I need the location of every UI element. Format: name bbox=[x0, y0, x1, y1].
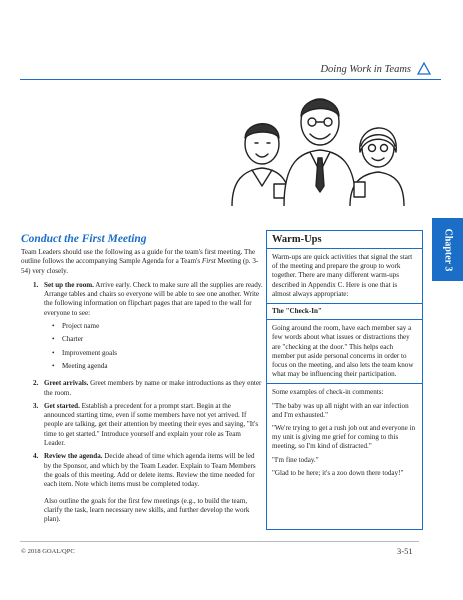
footer-rule bbox=[20, 541, 419, 542]
step-text: Greet members by name or make introductions as they enter the room. bbox=[44, 379, 262, 397]
step-number: 4. bbox=[33, 452, 39, 461]
bullet-item: • Improvement goals bbox=[52, 348, 117, 357]
bullet-item: • Project name bbox=[52, 322, 100, 331]
step-number: 2. bbox=[33, 379, 39, 388]
page-number: 3-51 bbox=[397, 546, 413, 556]
quote-item: "Glad to be here; it's a zoo down there today!" bbox=[272, 468, 404, 477]
running-header bbox=[0, 58, 463, 82]
section-title: Conduct the First Meeting bbox=[21, 233, 147, 245]
bullet-icon: • bbox=[52, 322, 55, 331]
examples-label: Some examples of check-in comments: bbox=[272, 388, 384, 397]
bullet-item: • Charter bbox=[52, 335, 84, 344]
warmups-title: Warm-Ups bbox=[267, 231, 422, 249]
checkin-title: The "Check-In" bbox=[272, 307, 322, 316]
section-intro: Team Leaders should use the following as a guide for the team's first meeting. The outline follows the accompanying Sample Agenda for a Team's First Meeting (p. 3-54) very closely. bbox=[21, 248, 259, 275]
step-heading: Greet arrivals. bbox=[44, 379, 89, 388]
step-text: Arrive early. Check to make sure all the supplies are ready. Arrange tables and chairs so everyone will be able to see one another. Write the following information on flipchart pages that are taped to the wall for everyone to see: bbox=[44, 280, 263, 317]
chapter-tab-label: Chapter 3 bbox=[442, 228, 453, 271]
step-list bbox=[33, 281, 263, 490]
running-title: Doing Work in Teams bbox=[320, 64, 411, 75]
intro-italic: First bbox=[201, 257, 216, 266]
step-item bbox=[33, 379, 263, 398]
bullet-icon: • bbox=[52, 335, 55, 344]
warmups-box bbox=[266, 230, 423, 530]
checkin-text: Going around the room, have each member say a few words about what issues or distractions they are "checking at the door." This helps each member put aside personal concerns in order to focus on the meeting, and also lets the team know what may be influencing their participation. bbox=[272, 324, 414, 379]
bullet-list bbox=[52, 322, 263, 371]
quote-item: "The baby was up all night with an ear infection and I'm exhausted." bbox=[272, 401, 409, 419]
main-column bbox=[21, 232, 263, 532]
quote-item: "I'm fine today." bbox=[272, 455, 319, 464]
quote-item: "We're trying to get a rush job out and everyone in my unit is giving me grief for coming to this meeting, so I'm kind of distracted." bbox=[272, 424, 416, 451]
team-illustration bbox=[222, 88, 407, 206]
step-text: Decide ahead of time which agenda items will be led by the Sponsor, and which by the Team Leader. Explain to Team Members the goals of this meeting. Add or delete items. Review the time needed for each item. Note which items must be completed today. bbox=[44, 452, 256, 489]
bullet-item: • Meeting agenda bbox=[52, 361, 108, 370]
step-item bbox=[33, 281, 263, 375]
step-text: Establish a precedent for a prompt start. Begin at the announced starting time, even if some members have not yet arrived. If people are talking, get their attention by meeting their eyes and saying, "It's time to get started." Introduce yourself and explain your role as Team Leader. bbox=[44, 401, 259, 448]
bullet-icon: • bbox=[52, 348, 55, 357]
step-item bbox=[33, 452, 263, 489]
examples-rule bbox=[267, 383, 422, 384]
triangle-icon bbox=[417, 62, 431, 75]
copyright: © 2018 GOAL/QPC bbox=[21, 548, 75, 555]
section-outro: Also outline the goals for the first few meetings (e.g., to build the team, clarify the task, learn necessary new skills, and further develop the work plan). bbox=[44, 496, 250, 524]
step-heading: Review the agenda. bbox=[44, 452, 103, 461]
step-item bbox=[33, 402, 263, 448]
step-number: 3. bbox=[33, 401, 39, 410]
step-heading: Set up the room. bbox=[44, 280, 94, 289]
checkin-rule-top bbox=[267, 303, 422, 304]
bullet-icon: • bbox=[52, 361, 55, 370]
step-number: 1. bbox=[33, 280, 39, 289]
step-heading: Get started. bbox=[44, 401, 80, 410]
checkin-rule bbox=[267, 319, 422, 320]
warmups-intro: Warm-ups are quick activities that signal the start of the meeting and prepare the group to work together. There are many different warm-ups described in Appendix C. Here is one that is almost always appropriate: bbox=[272, 253, 413, 298]
header-rule bbox=[20, 79, 441, 80]
chapter-tab[interactable] bbox=[432, 218, 463, 281]
